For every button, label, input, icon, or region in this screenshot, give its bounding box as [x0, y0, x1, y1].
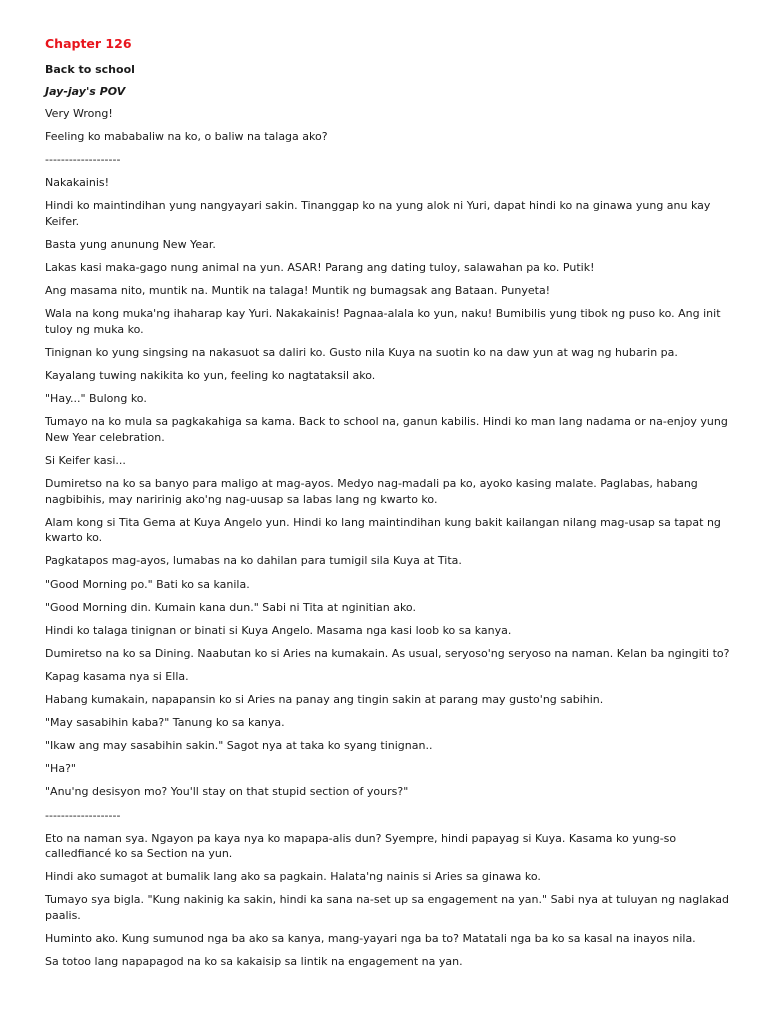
- scene-divider: -------------------: [45, 153, 121, 167]
- paragraph: Alam kong si Tita Gema at Kuya Angelo yun. Hindi ko lang maintindihan kung bakit kailangan nilang mag-usap sa tapat ng kwarto ko.: [45, 515, 721, 545]
- paragraph: "May sasabihin kaba?" Tanung ko sa kanya.: [45, 716, 285, 730]
- section-heading: Back to school: [45, 63, 135, 76]
- paragraph: Huminto ako. Kung sumunod nga ba ako sa kanya, mang-yayari nga ba to? Matatali nga ba ko sa kasal na inayos nila.: [45, 932, 696, 946]
- story-body: [45, 106, 732, 970]
- paragraph: Eto na naman sya. Ngayon pa kaya nya ko mapapa-alis dun? Syempre, hindi papayag si Kuya. Kasama ko yung-so calledfiancé ko sa Section na yun.: [45, 831, 677, 861]
- paragraph: Pagkatapos mag-ayos, lumabas na ko dahilan para tumigil sila Kuya at Tita.: [45, 554, 462, 568]
- paragraph: "Hay..." Bulong ko.: [45, 392, 147, 406]
- paragraph: "Ha?": [45, 762, 76, 776]
- paragraph: Basta yung anunung New Year.: [45, 238, 216, 252]
- paragraph: Hindi ako sumagot at bumalik lang ako sa pagkain. Halata'ng nainis si Aries sa ginawa ko.: [45, 870, 541, 884]
- paragraph: Dumiretso na ko sa banyo para maligo at mag-ayos. Medyo nag-madali pa ko, ayoko kasing malate. Paglabas, habang nagbibihis, may naririnig ako'ng nag-uusap sa labas lang ng kwarto ko.: [45, 477, 698, 506]
- paragraph: "Anu'ng desisyon mo? You'll stay on that stupid section of yours?": [45, 785, 409, 799]
- paragraph: Ang masama nito, muntik na. Muntik na talaga! Muntik ng bumagsak ang Bataan. Punyeta!: [45, 284, 551, 298]
- paragraph: "Good Morning po." Bati ko sa kanila.: [45, 577, 250, 591]
- paragraph: Lakas kasi maka-gago nung animal na yun. ASAR! Parang ang dating tuloy, salawahan pa ko. Putik!: [45, 261, 595, 275]
- paragraph: Hindi ko talaga tinignan or binati si Kuya Angelo. Masama nga kasi loob ko sa kanya.: [45, 623, 512, 637]
- paragraph: Si Keifer kasi...: [45, 454, 126, 467]
- paragraph: Tumayo na ko mula sa pagkakahiga sa kama. Back to school na, ganun kabilis. Hindi ko man lang nadama or na-enjoy yung New Year celebration.: [45, 415, 728, 444]
- pov-label: Jay-jay's POV: [45, 85, 126, 98]
- paragraph: Habang kumakain, napapansin ko si Aries na panay ang tingin sakin at parang may gusto'ng sabihin.: [45, 693, 604, 707]
- paragraph: Wala na kong muka'ng ihaharap kay Yuri. Nakakainis! Pagnaa-alala ko yun, naku! Bumibilis yung tibok ng puso ko. Ang init tuloy ng muka ko.: [45, 307, 721, 336]
- paragraph: Kapag kasama nya si Ella.: [45, 669, 189, 683]
- scene-divider: -------------------: [45, 808, 121, 822]
- paragraph: Tumayo sya bigla. "Kung nakinig ka sakin, hindi ka sana na-set up sa engagement na yan." Sabi nya at tuluyan ng naglakad paalis.: [45, 893, 729, 922]
- paragraph: Kayalang tuwing nakikita ko yun, feeling ko nagtataksil ako.: [45, 369, 376, 383]
- paragraph: Feeling ko mababaliw na ko, o baliw na talaga ako?: [45, 130, 328, 144]
- paragraph: Dumiretso na ko sa Dining. Naabutan ko si Aries na kumakain. As usual, seryoso'ng seryoso na naman. Kelan ba ngingiti to?: [45, 646, 730, 660]
- paragraph: Hindi ko maintindihan yung nangyayari sakin. Tinanggap ko na yung alok ni Yuri, dapat hindi ko na ginawa yung anu kay Keifer.: [45, 199, 711, 228]
- paragraph: "Ikaw ang may sasabihin sakin." Sagot nya at taka ko syang tinignan..: [45, 739, 433, 753]
- paragraph: Nakakainis!: [45, 176, 110, 190]
- paragraph: Tinignan ko yung singsing na nakasuot sa daliri ko. Gusto nila Kuya na suotin ko na daw yun at wag ng hubarin pa.: [45, 346, 678, 360]
- paragraph: "Good Morning din. Kumain kana dun." Sabi ni Tita at nginitian ako.: [45, 600, 416, 614]
- paragraph: Sa totoo lang napapagod na ko sa kakaisip sa lintik na engagement na yan.: [45, 955, 463, 969]
- paragraph: Very Wrong!: [45, 107, 113, 120]
- chapter-title: Chapter 126: [45, 36, 132, 51]
